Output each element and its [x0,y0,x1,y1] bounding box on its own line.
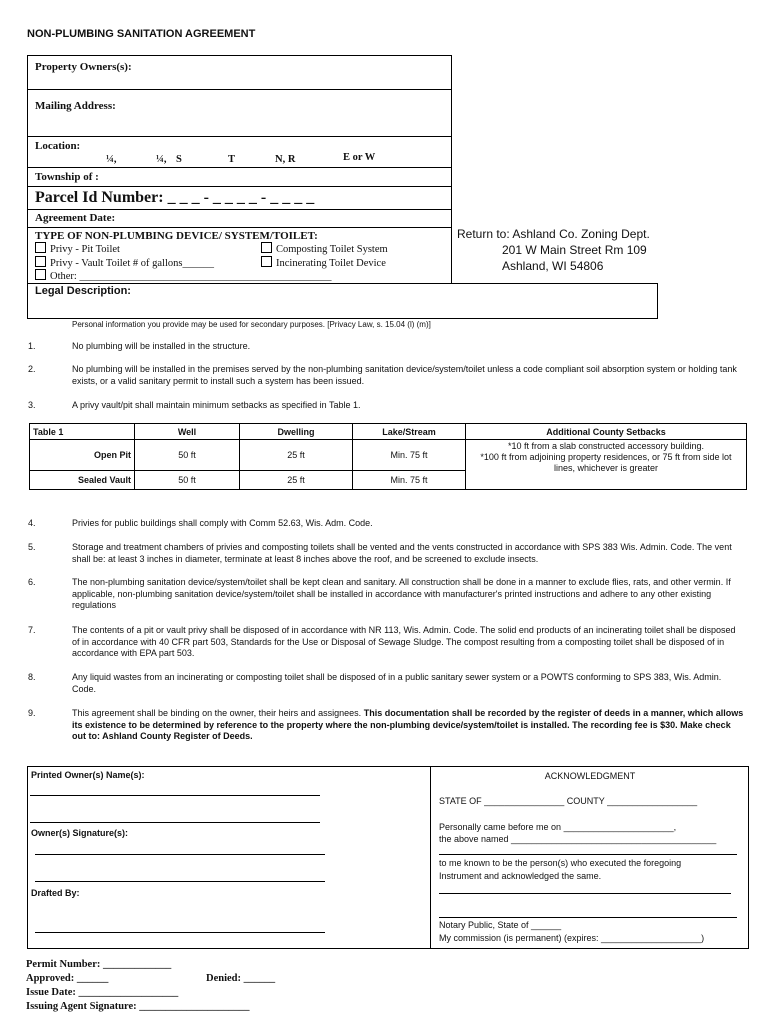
location-quarter-2: ¼, [156,154,167,165]
table-header: Dwelling [240,424,353,440]
issue-date-field: Issue Date: ___________________ [26,987,179,998]
additional-line-1: *10 ft from a slab constructed accessory building. [507,441,705,451]
owner-name-line[interactable] [30,795,320,796]
return-line-1: Return to: Ashland Co. Zoning Dept. [457,227,650,241]
checkbox-icon[interactable] [35,242,46,253]
item-number: 2. [28,364,36,374]
item-number: 4. [28,518,36,528]
item-text: Privies for public buildings shall comply with Comm 52.63, Wis. Adm. Code. [72,518,373,528]
state-county-line: STATE OF ________________ COUNTY __________________ [439,796,698,806]
device-type-label: TYPE OF NON-PLUMBING DEVICE/ SYSTEM/TOILET: [35,230,318,242]
return-line-2: 201 W Main Street Rm 109 [502,243,647,257]
divider [28,136,451,137]
item-number: 7. [28,625,36,635]
additional-line-2: *100 ft from adjoining property residences, or 75 ft from side lot lines, whichever is greater [480,452,732,473]
acknowledgment-title: ACKNOWLEDGMENT [544,771,636,781]
mailing-address-label: Mailing Address: [35,100,116,112]
legal-description-label: Legal Description: [35,285,131,297]
above-named-continuation-line[interactable] [439,854,737,855]
option-privy-vault[interactable] [35,256,214,269]
option-composting[interactable] [261,242,388,255]
option-label: Incinerating Toilet Device [276,258,386,269]
parcel-id-label: Parcel Id Number: _ _ _ - _ _ _ _ - _ _ _ _ [35,189,315,206]
township-label: Township of : [35,171,99,183]
item-text: The non-plumbing sanitation device/system/toilet shall be kept clean and sanitary. All construction shall be done in a manner to exclude flies, rats, and other vermin. If applicable, non-plumbing sanitation device/system/toilet shall be installed in accordance with manufacturer's printed instructions and adhere to any other existing regulations [72,577,731,610]
row-label: Sealed Vault [30,471,135,490]
instrument-line: Instrument and acknowledged the same. [439,871,602,881]
checkbox-icon[interactable] [261,242,272,253]
notary-public-line: Notary Public, State of ______ [439,920,562,930]
location-label: Location: [35,140,81,152]
item-number: 1. [28,341,36,351]
item-text: The contents of a pit or vault privy shall be disposed of in accordance with NR 113, Wis. Admin. Code. The solid end products of an incinerating toilet shall be disposed of in accordance with 40 CFR part 503, Standards for the Use or Disposal of Sewage Sludge. The compost resulting from a composting toilet shall be disposed of in accordance with EPA part 503. [72,625,736,658]
location-quarter-1: ¼, [106,154,117,165]
item-number: 5. [28,542,36,552]
option-label: Privy - Vault Toilet # of gallons______ [50,258,214,269]
setback-table [29,423,747,490]
location-township: T [228,154,236,165]
divider [28,209,451,210]
drafted-by-label: Drafted By: [31,888,80,898]
table-header: Lake/Stream [353,424,466,440]
item-number: 9. [28,708,36,718]
divider [28,227,451,228]
denied-field: Denied: ______ [206,973,276,984]
item-bold-text: This documentation shall be recorded by the register of deeds in a manner, which allows its existence to be determined by reference to the property where the non-plumbing device/system/toilet is installed. The recording fee is $30. Make check out to: Ashland County Register of Deeds. [72,708,744,741]
owner-signature-line[interactable] [35,854,325,855]
owner-name-line[interactable] [30,822,320,823]
location-e-or-w: E or W [343,152,376,163]
owner-info-box [27,55,452,284]
option-incinerating[interactable] [261,256,386,269]
cell-additional-setbacks [466,440,747,490]
owner-signature-line[interactable] [35,881,325,882]
issuing-agent-signature: Issuing Agent Signature: _____________________ [26,1001,250,1012]
table-row [30,440,747,471]
agreement-date-label: Agreement Date: [35,212,116,224]
owner-signature-label: Owner(s) Signature(s): [31,828,129,838]
above-named-line: the above named _________________________________________ [439,834,717,844]
table-header: Table 1 [30,424,135,440]
cell-lake: Min. 75 ft [353,471,466,490]
commission-line: My commission (is permanent) (expires: ____________________) [439,933,705,943]
row-label: Open Pit [30,440,135,471]
item-number: 8. [28,672,36,682]
divider [28,167,451,168]
location-range: N, R [275,154,296,165]
item-text: No plumbing will be installed in the premises served by the non-plumbing sanitation device/system/toilet unless a code compliant soil absorption system or holding tank exists, or a valid sanitary permit to install such a system has been issued. [72,364,737,386]
cell-dwelling: 25 ft [240,440,353,471]
item-text: No plumbing will be installed in the structure. [72,341,251,351]
divider [28,89,451,90]
option-label: Other: ________________________________________________ [50,271,332,282]
cell-dwelling: 25 ft [240,471,353,490]
notary-signature-line[interactable] [439,893,731,894]
option-label: Composting Toilet System [276,244,388,255]
approved-field: Approved: ______ [26,973,109,984]
option-privy-pit[interactable] [35,242,120,255]
divider [28,186,451,187]
cell-well: 50 ft [135,471,240,490]
table-header-row [30,424,747,440]
item-text: Storage and treatment chambers of privies and composting toilets shall be vented and the vents constructed in accordance with SPS 383 Wis. Admin. Code. The vent shall be: at least 3 inches in diameter, terminate at least 8 inches above the roof, and be screened to exclude insects. [72,542,732,564]
drafted-by-line[interactable] [35,932,325,933]
location-section: S [176,154,182,165]
signature-box [27,766,749,949]
document-title: NON-PLUMBING SANITATION AGREEMENT [27,28,256,40]
return-line-3: Ashland, WI 54806 [502,259,604,273]
property-owners-label: Property Owners(s): [35,61,132,73]
checkbox-icon[interactable] [35,256,46,267]
table-header: Additional County Setbacks [466,424,747,440]
cell-lake: Min. 75 ft [353,440,466,471]
cell-well: 50 ft [135,440,240,471]
option-label: Privy - Pit Toilet [50,244,120,255]
printed-owners-label: Printed Owner(s) Name(s): [31,770,145,780]
privacy-note: Personal information you provide may be used for secondary purposes. [Privacy Law, s. 15.04 (l) (m)] [72,320,431,329]
checkbox-icon[interactable] [35,269,46,280]
notary-signature-line[interactable] [439,917,737,918]
option-other[interactable] [35,269,331,282]
table-header: Well [135,424,240,440]
item-number: 3. [28,400,36,410]
return-address [457,226,650,274]
legal-description-box[interactable] [27,283,658,319]
known-to-be-line: to me known to be the person(s) who executed the foregoing [439,858,682,868]
item-plain-text: This agreement shall be binding on the owner, their heirs and assignees. [72,708,362,718]
item-text [72,708,744,743]
checkbox-icon[interactable] [261,256,272,267]
item-number: 6. [28,577,36,587]
item-text: A privy vault/pit shall maintain minimum setbacks as specified in Table 1. [72,400,361,410]
item-text: Any liquid wastes from an incinerating or composting toilet shall be disposed of in a public sanitary sewer system or a POWTS conforming to SPS 383, Wis. Admin. Code. [72,672,722,694]
permit-number: Permit Number: _____________ [26,959,172,970]
divider [430,767,431,948]
personally-came-line: Personally came before me on ______________________, [439,822,677,832]
